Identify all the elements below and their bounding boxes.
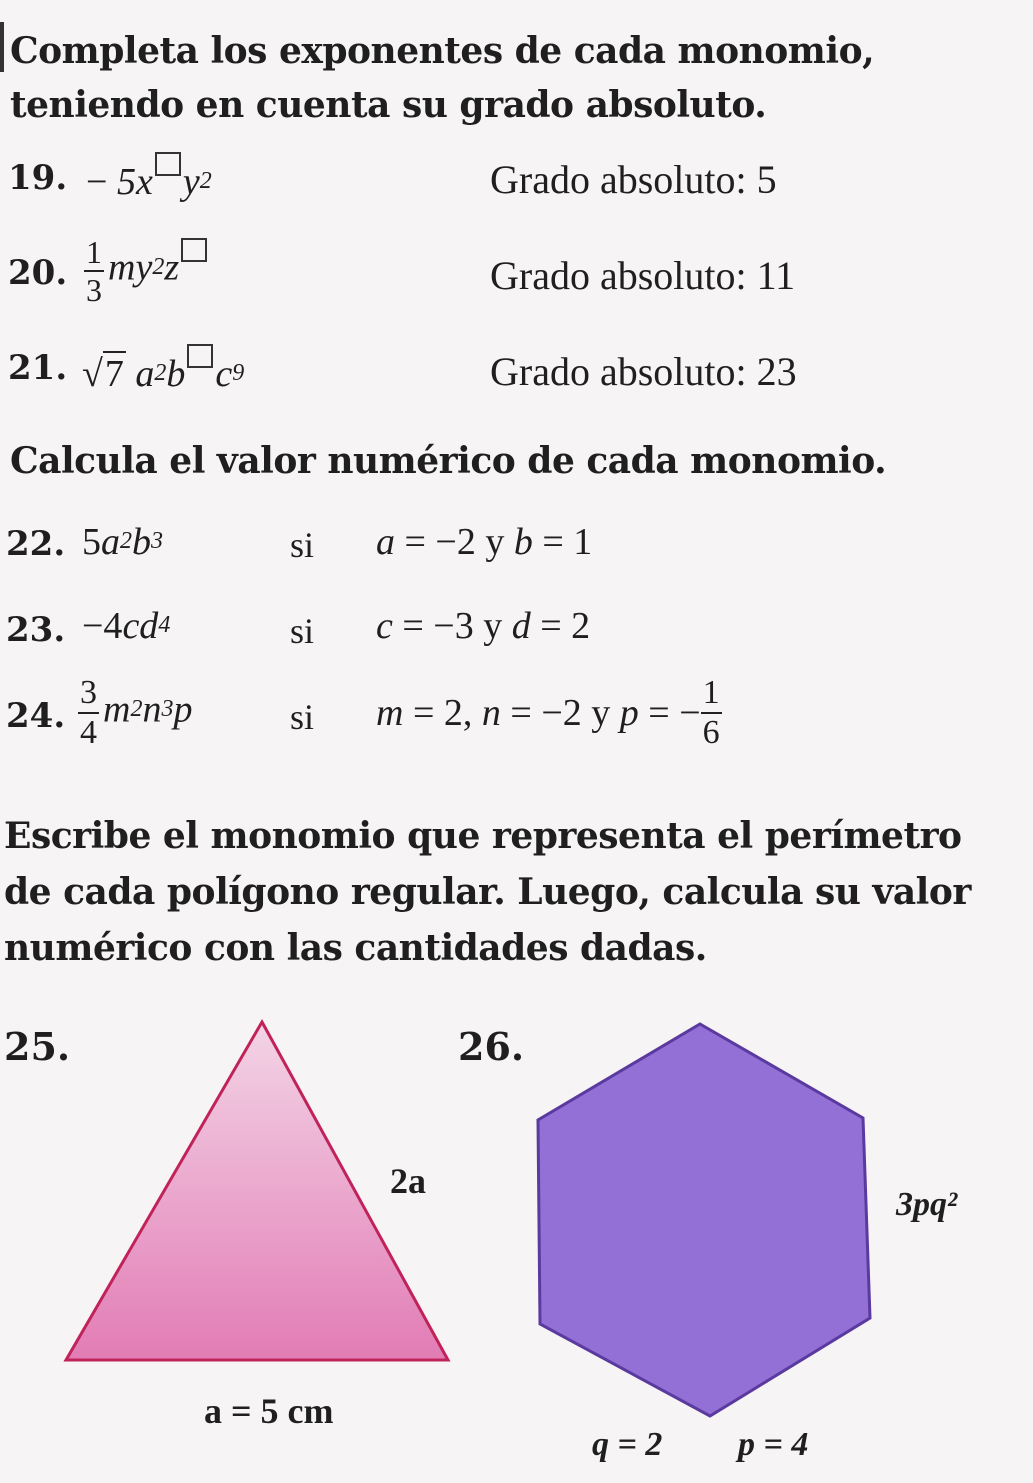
item-24-monomial: $\frac{3}{4}$ $m^2n^3p$ (80, 674, 193, 751)
section3-heading: Escribe el monomio que representa el perímetro de cada polígono regular. Luego, calcula su valor numérico con las cantidades dadas. (4, 815, 971, 969)
item-24-values: m = 2, n = −2 y p = − $\frac{1}{6}$ (376, 674, 720, 751)
item-19-number: 19. (8, 158, 68, 198)
item-20-monomial: $\frac{1}{3}$ $my^2z$ (84, 236, 209, 306)
item-19-degree: Grado absoluto: 5 (490, 157, 777, 202)
item-22-values: a = −2 y b = 1 (376, 521, 593, 563)
item-21-monomial: √7 $a^2b$ $c^9$ (82, 344, 244, 396)
item-23-number: 23. (6, 610, 66, 650)
margin-bar (0, 22, 4, 72)
figure-25-number: 25. (4, 1024, 71, 1069)
item-24-number: 24. (6, 696, 66, 736)
exponent-blank[interactable] (155, 152, 181, 176)
section2-heading: Calcula el valor numérico de cada monomio. (10, 440, 887, 482)
triangle-side-label: 2a (390, 1161, 426, 1201)
item-23-monomial: $-4cd^4$ (82, 605, 171, 647)
item-19-monomial: − 5x $y^2$ (86, 152, 212, 204)
hexagon-figure (520, 1012, 890, 1432)
item-22-si: si (290, 525, 315, 565)
item-23-values: c = −3 y d = 2 (376, 605, 591, 647)
item-24-si: si (290, 697, 315, 737)
item-22-monomial: $5a^2b^3$ (82, 521, 163, 563)
hexagon-side-label: 3pq² (896, 1186, 958, 1223)
item-22-number: 22. (6, 524, 66, 564)
item-21-number: 21. (8, 348, 68, 388)
figure-26-number: 26. (458, 1024, 525, 1069)
item-21-degree: Grado absoluto: 23 (490, 349, 797, 394)
section1-heading: Completa los exponentes de cada monomio, teniendo en cuenta su grado absoluto. (10, 30, 875, 126)
hexagon-value-q: q = 2 (592, 1426, 663, 1463)
item-20-number: 20. (8, 253, 68, 293)
exponent-blank[interactable] (181, 238, 207, 262)
item-23-si: si (290, 611, 315, 651)
exponent-blank[interactable] (187, 344, 213, 368)
triangle-value: a = 5 cm (204, 1391, 334, 1431)
hexagon-value-p: p = 4 (738, 1426, 809, 1463)
item-20-degree: Grado absoluto: 11 (490, 253, 796, 298)
hexagon-shape (538, 1024, 870, 1416)
